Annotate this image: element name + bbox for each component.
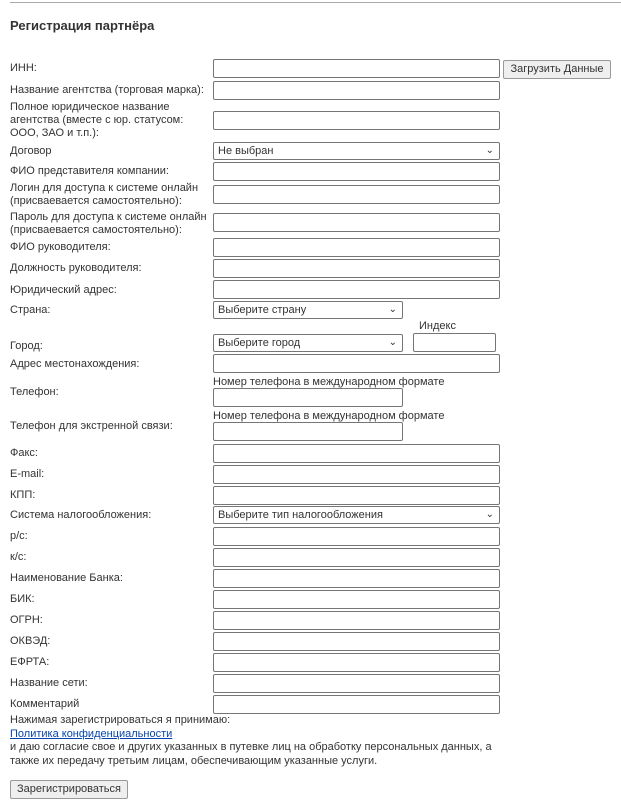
consent-text: Нажимая зарегистрироваться я принимаю: bbox=[10, 714, 231, 726]
login-input[interactable] bbox=[213, 185, 500, 204]
password-input[interactable] bbox=[213, 213, 500, 232]
address-input[interactable] bbox=[213, 354, 500, 373]
phone-hint: Номер телефона в международном формате bbox=[213, 376, 445, 388]
position-input[interactable] bbox=[213, 259, 500, 278]
efrta-label: ЕФРТА: bbox=[10, 656, 50, 668]
chevron-down-icon: ⌄ bbox=[388, 337, 397, 348]
city-select[interactable] bbox=[213, 334, 403, 352]
agency-label: Название агентства (торговая марка): bbox=[10, 84, 204, 96]
privacy-policy-link[interactable]: Политика конфиденциальности bbox=[10, 727, 173, 740]
chevron-down-icon: ⌄ bbox=[388, 304, 397, 315]
consent-text-2: и даю согласие свое и других указанных в путевке лиц на обработку персональных данных, а bbox=[10, 741, 492, 753]
comment-input[interactable] bbox=[213, 695, 500, 714]
ogrn-label: ОГРН: bbox=[10, 614, 43, 626]
legal-name-label: Полное юридическое название агентства (вместе с юр. статусом: ООО, ЗАО и т.п.): bbox=[10, 101, 184, 139]
ogrn-input[interactable] bbox=[213, 611, 500, 630]
phone-input[interactable] bbox=[213, 388, 403, 407]
password-label: Пароль для доступа к системе онлайн (присваевается самостоятельно): bbox=[10, 211, 207, 236]
address-label: Адрес местонахождения: bbox=[10, 358, 140, 370]
head-input[interactable] bbox=[213, 238, 500, 257]
tax-select[interactable] bbox=[213, 506, 500, 524]
ks-label: к/с: bbox=[10, 551, 27, 563]
rs-label: р/с: bbox=[10, 530, 28, 542]
ks-input[interactable] bbox=[213, 548, 500, 567]
emergency-phone-input[interactable] bbox=[213, 422, 403, 441]
top-divider bbox=[10, 2, 621, 3]
country-label: Страна: bbox=[10, 304, 51, 316]
country-select[interactable] bbox=[213, 301, 403, 319]
bank-input[interactable] bbox=[213, 569, 500, 588]
position-label: Должность руководителя: bbox=[10, 262, 142, 274]
page-title: Регистрация партнёра bbox=[10, 18, 155, 33]
load-data-button[interactable]: Загрузить Данные bbox=[503, 60, 611, 79]
contract-label: Договор bbox=[10, 145, 52, 157]
rs-input[interactable] bbox=[213, 527, 500, 546]
inn-label: ИНН: bbox=[10, 62, 37, 74]
register-button[interactable]: Зарегистрироваться bbox=[10, 780, 128, 799]
tax-label: Система налогообложения: bbox=[10, 509, 152, 521]
okved-input[interactable] bbox=[213, 632, 500, 651]
inn-input[interactable] bbox=[213, 59, 500, 78]
consent-text-3: также их передачу третьим лицам, обеспечивающим указанные услуги. bbox=[10, 754, 378, 767]
efrta-input[interactable] bbox=[213, 653, 500, 672]
contract-select[interactable] bbox=[213, 142, 500, 160]
phone-label: Телефон: bbox=[10, 386, 59, 398]
login-label: Логин для доступа к системе онлайн (присваевается самостоятельно): bbox=[10, 182, 199, 207]
contract-value: Не выбран bbox=[218, 145, 274, 157]
legal-name-input[interactable] bbox=[213, 111, 500, 130]
network-label: Название сети: bbox=[10, 677, 88, 689]
fax-input[interactable] bbox=[213, 444, 500, 463]
head-label: ФИО руководителя: bbox=[10, 241, 111, 253]
okved-label: ОКВЭД: bbox=[10, 635, 51, 647]
index-input[interactable] bbox=[413, 333, 496, 352]
tax-value: Выберите тип налогообложения bbox=[218, 509, 383, 521]
comment-label: Комментарий bbox=[10, 698, 80, 710]
kpp-label: КПП: bbox=[10, 489, 36, 501]
email-input[interactable] bbox=[213, 465, 500, 484]
kpp-input[interactable] bbox=[213, 486, 500, 505]
rep-label: ФИО представителя компании: bbox=[10, 165, 169, 177]
emergency-phone-hint: Номер телефона в международном формате bbox=[213, 410, 445, 422]
email-label: E-mail: bbox=[10, 468, 45, 480]
chevron-down-icon: ⌄ bbox=[485, 145, 494, 156]
city-value: Выберите город bbox=[218, 337, 301, 349]
bank-label: Наименование Банка: bbox=[10, 572, 123, 584]
emergency-phone-label: Телефон для экстренной связи: bbox=[10, 420, 173, 432]
city-label: Город: bbox=[10, 340, 43, 352]
index-label: Индекс bbox=[419, 320, 456, 332]
rep-input[interactable] bbox=[213, 162, 500, 181]
chevron-down-icon: ⌄ bbox=[485, 509, 494, 520]
country-value: Выберите страну bbox=[218, 304, 307, 316]
network-input[interactable] bbox=[213, 674, 500, 693]
legal-address-label: Юридический адрес: bbox=[10, 284, 117, 296]
bik-input[interactable] bbox=[213, 590, 500, 609]
bik-label: БИК: bbox=[10, 593, 35, 605]
legal-address-input[interactable] bbox=[213, 280, 500, 299]
agency-input[interactable] bbox=[213, 81, 500, 100]
fax-label: Факс: bbox=[10, 447, 38, 459]
